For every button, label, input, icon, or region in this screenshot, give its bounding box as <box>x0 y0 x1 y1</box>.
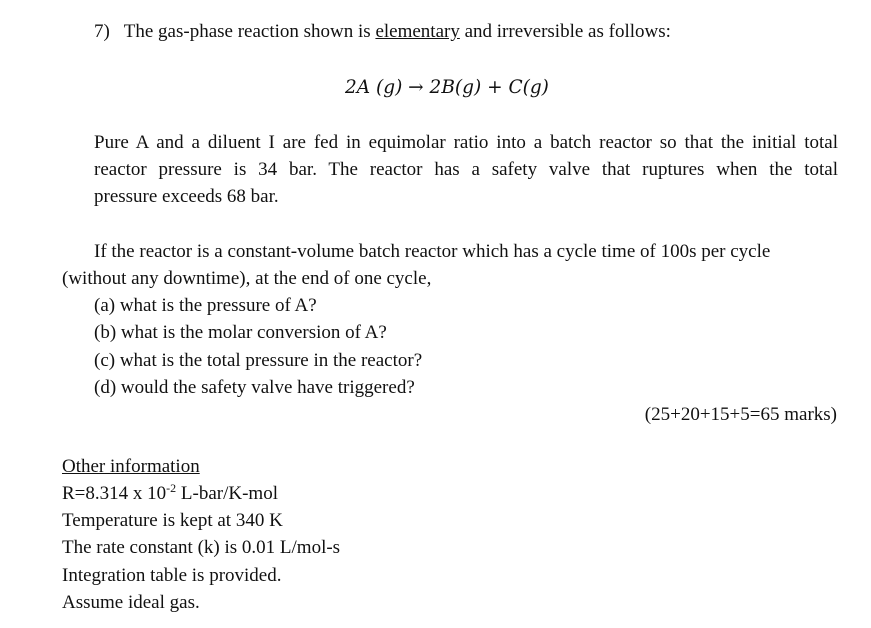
gas-constant-prefix: R=8.314 x 10 <box>62 483 167 504</box>
gas-constant-exponent: -2 <box>166 481 177 495</box>
paragraph-2-line-1: If the reactor is a constant-volume batch reactor which has a cycle time of 100s per cycle <box>94 241 771 262</box>
gas-constant-units: L-bar/K-mol <box>176 483 278 504</box>
other-info-heading: Other information <box>62 456 200 477</box>
part-c: (c) what is the total pressure in the reactor? <box>94 350 423 371</box>
intro-underlined-term: elementary <box>375 21 460 42</box>
temperature-info: Temperature is kept at 340 K <box>62 510 283 531</box>
reaction-equation: 2A (g) → 2B(g) + C(g) <box>345 77 549 98</box>
ideal-gas-info: Assume ideal gas. <box>62 592 200 613</box>
part-d: (d) would the safety valve have triggered? <box>94 377 415 398</box>
intro-text-before: The gas-phase reaction shown is <box>123 21 371 42</box>
gas-constant <box>62 483 278 505</box>
paragraph-2-line-2: (without any downtime), at the end of one cycle, <box>62 268 432 289</box>
paragraph-1-line-3: pressure exceeds 68 bar. <box>94 186 279 207</box>
part-b: (b) what is the molar conversion of A? <box>94 322 387 343</box>
paragraph-1-line-2: reactor pressure is 34 bar. The reactor has a safety valve that ruptures when the total <box>94 159 838 180</box>
rate-constant-info: The rate constant (k) is 0.01 L/mol-s <box>62 537 341 558</box>
paragraph-1-line-1: Pure A and a diluent I are fed in equimolar ratio into a batch reactor so that the initial total <box>94 132 838 153</box>
part-a: (a) what is the pressure of A? <box>94 295 317 316</box>
marks-allocation: (25+20+15+5=65 marks) <box>644 404 837 425</box>
integration-table-info: Integration table is provided. <box>62 565 282 586</box>
question-intro <box>94 21 671 43</box>
intro-text-after: and irreversible as follows: <box>464 21 671 42</box>
question-number: 7) <box>94 21 110 42</box>
